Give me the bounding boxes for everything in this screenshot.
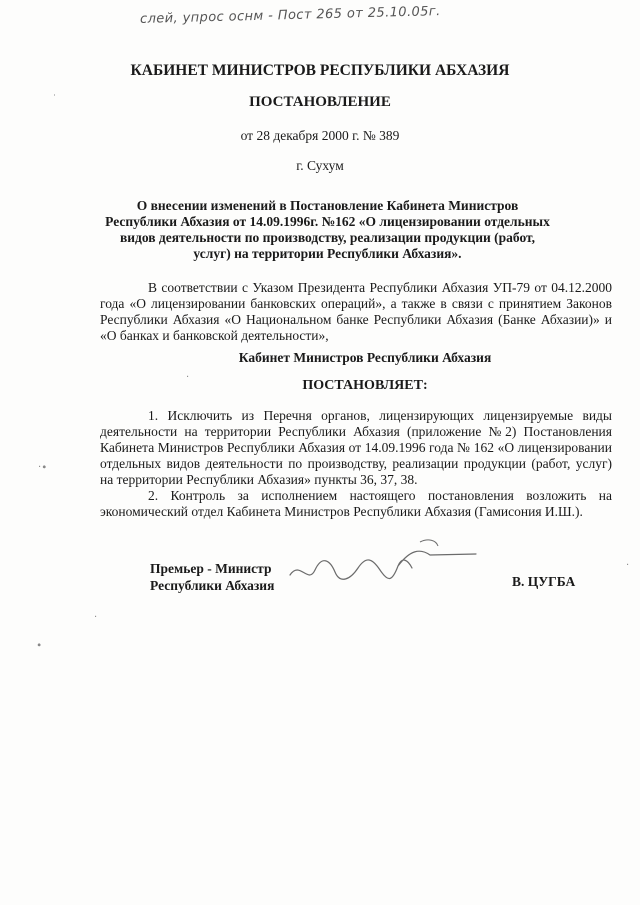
resolution-item-1: 1. Исключить из Перечня органов, лицензирующих лицензируемые виды деятельности на территории Республики Абхазия (приложение №2) Постановления Кабинета Министров Республики Абхазия от 14.09.1996 года № 162 «О лицензировании отдельных видов деятельности по производству, реализации продукции (работ, услуг) на территории Республики Абхазия» пункты 36, 37, 38. (100, 408, 612, 487)
signer-title (150, 560, 274, 594)
handwritten-annotation: слей, упрос оснм - Пост 265 от 25.10.05г. (139, 4, 441, 27)
preamble-paragraph: В соответствии с Указом Президента Республики Абхазия УП-79 от 04.12.2000 года «О лицензировании банковских операций», а также в связи с принятием Законов Республики Абхазия «О Национальном банке Республики Абхазия (Банке Абхазии)» и «О банках и банковской деятельности», (100, 280, 612, 343)
resolution-item-2: 2. Контроль за исполнением настоящего постановления возложить на экономический отдел Кабинета Министров Республики Абхазия (Гамисония И.Ш.). (100, 488, 612, 519)
scan-speck: · (94, 612, 98, 623)
scan-speck: ·∙ (38, 462, 48, 473)
date-and-number: от 28 декабря 2000 г. № 389 (240, 128, 400, 143)
handwritten-signature (280, 530, 480, 600)
scan-speck: · (626, 560, 630, 571)
cabinet-title: КАБИНЕТ МИНИСТРОВ РЕСПУБЛИКИ АБХАЗИЯ (130, 62, 510, 79)
scan-speck: ∙ (36, 640, 43, 651)
resolver-heading: Кабинет Министров Республики Абхазия (238, 350, 492, 365)
scan-speck: · (186, 372, 190, 383)
document-type: ПОСТАНОВЛЕНИЕ (249, 94, 391, 110)
subject-heading: О внесении изменений в Постановление Кабинета Министров Республики Абхазия от 14.09.1996г. №162 «О лицензировании отдельных видов деятельности по производству, реализации продукции (работ, услуг) на территории Республики Абхазия». (105, 198, 550, 261)
signer-title-line-2: Республики Абхазия (150, 578, 275, 593)
city: г. Сухум (296, 158, 344, 173)
signer-name: В. ЦУГБА (512, 574, 576, 589)
signer-title-line-1: Премьер - Министр (150, 561, 272, 576)
scan-speck: ˙ (52, 94, 57, 105)
resolves-heading: ПОСТАНОВЛЯЕТ: (302, 378, 428, 393)
